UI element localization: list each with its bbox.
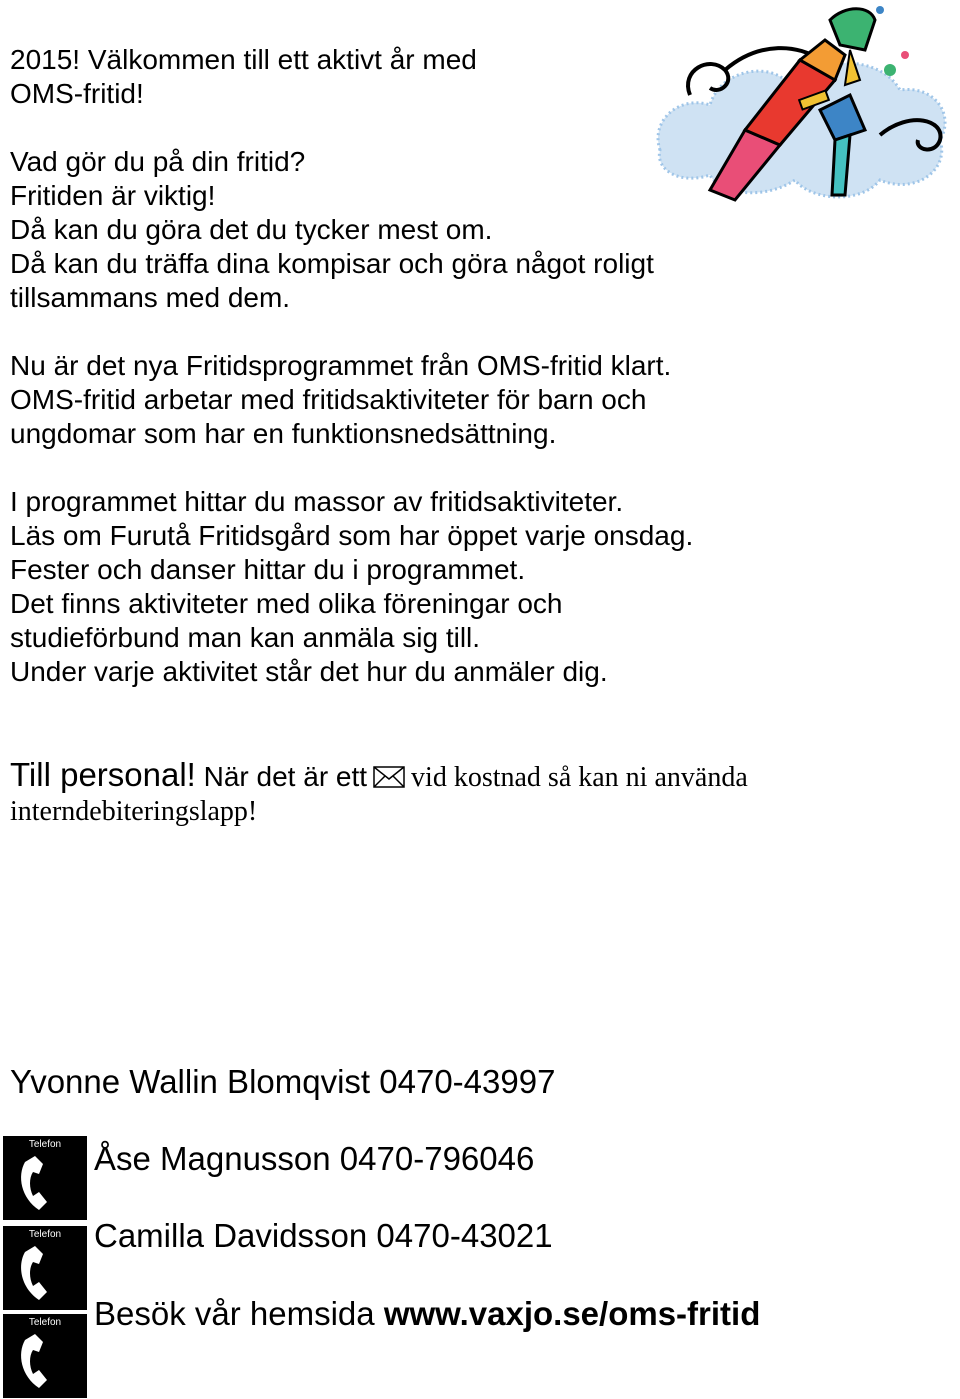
- intro-line: Nu är det nya Fritidsprogrammet från OMS-fritid klart.: [10, 350, 672, 381]
- phone-label: Telefon: [28, 1317, 62, 1328]
- contact-person-1: Yvonne Wallin Blomqvist 0470-43997: [10, 1063, 556, 1100]
- intro-line: Vad gör du på din fritid?: [10, 146, 306, 177]
- intro-line: Fritiden är viktig!: [10, 180, 216, 211]
- intro-line: studieförbund man kan anmäla sig till.: [10, 622, 481, 653]
- intro-line: tillsammans med dem.: [10, 282, 291, 313]
- intro-line: Det finns aktiviteter med olika föreningar och: [10, 588, 563, 619]
- intro-line: OMS-fritid!: [10, 78, 144, 109]
- intro-line: I programmet hittar du massor av fritidsaktiviteter.: [10, 486, 624, 517]
- intro-line: Fester och danser hittar du i programmet.: [10, 554, 526, 585]
- telephone-icon: [3, 1314, 87, 1398]
- staff-text-before: När det är ett: [203, 761, 368, 792]
- website-link[interactable]: www.vaxjo.se/oms-fritid: [383, 1295, 761, 1332]
- contact-person-2: Åse Magnusson 0470-796046: [94, 1140, 535, 1177]
- intro-line: Under varje aktivitet står det hur du anmäler dig.: [10, 656, 608, 687]
- phone-label: Telefon: [28, 1229, 62, 1240]
- intro-line: Då kan du göra det du tycker mest om.: [10, 214, 493, 245]
- contact-person-3: Camilla Davidsson 0470-43021: [94, 1217, 553, 1254]
- intro-line: Läs om Furutå Fritidsgård som har öppet varje onsdag.: [10, 520, 694, 551]
- staff-line2: interndebiteringslapp!: [10, 796, 258, 827]
- staff-heading: Till personal!: [10, 756, 196, 793]
- intro-line: OMS-fritid arbetar med fritidsaktiviteter för barn och: [10, 384, 647, 415]
- intro-line: 2015! Välkommen till ett aktivt år med: [10, 44, 477, 75]
- party-horn-clipart: [650, 0, 960, 210]
- staff-note: [10, 758, 910, 829]
- telephone-icon: [3, 1226, 87, 1310]
- envelope-icon: [373, 765, 405, 789]
- website-line: [94, 1294, 760, 1334]
- staff-text-after: vid kostnad så kan ni använda: [411, 762, 748, 793]
- intro-line: ungdomar som har en funktionsnedsättning.: [10, 418, 557, 449]
- intro-line: Då kan du träffa dina kompisar och göra något roligt: [10, 248, 654, 279]
- telephone-icon: [3, 1136, 87, 1220]
- phone-label: Telefon: [28, 1139, 62, 1150]
- website-prefix: Besök vår hemsida: [94, 1295, 375, 1332]
